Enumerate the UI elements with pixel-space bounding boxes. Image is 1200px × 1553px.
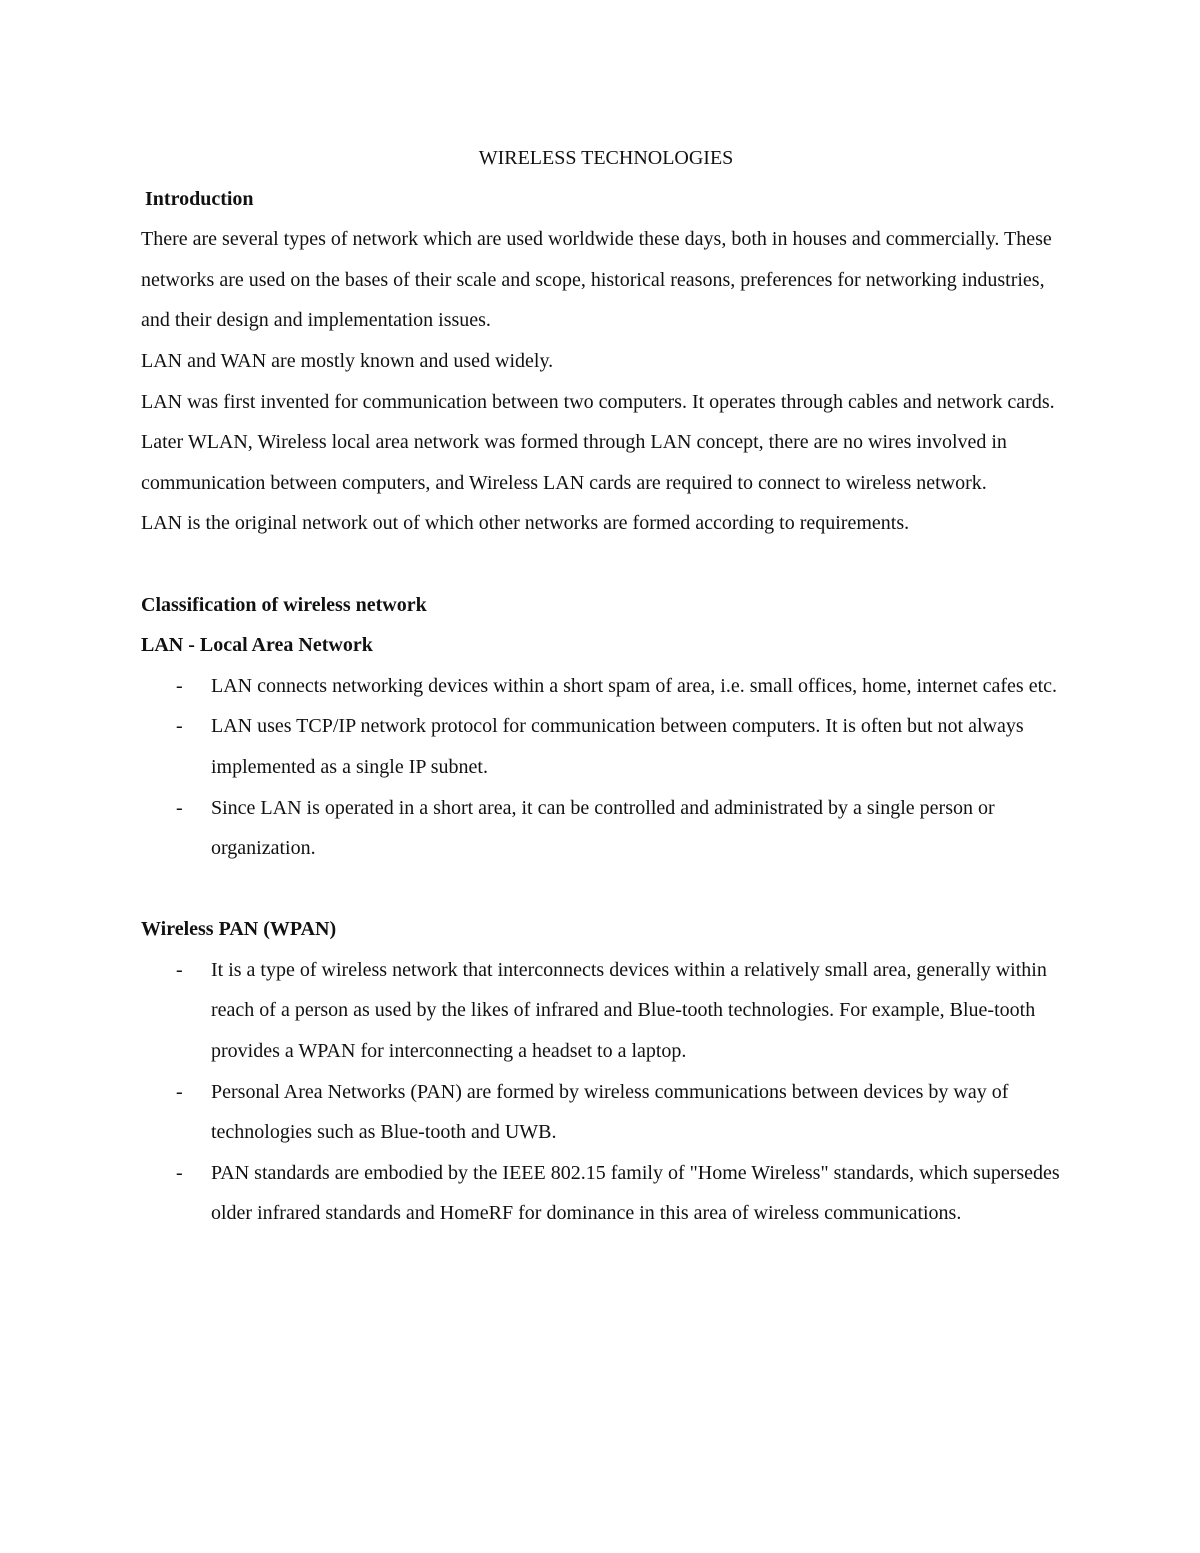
list-item-text: LAN uses TCP/IP network protocol for communication between computers. It is often but not always implemented as a single IP subnet. — [211, 715, 1024, 778]
list-item — [141, 788, 1071, 869]
list-item-text: Since LAN is operated in a short area, it can be controlled and administrated by a single person or organization. — [211, 796, 995, 860]
intro-paragraph-1: There are several types of network which are used worldwide these days, both in houses and commercially. These networks are used on the bases of their scale and scope, historical reasons, preferences for networking industries, and their design and implementation issues. — [141, 228, 1052, 332]
intro-paragraph-2: LAN and WAN are mostly known and used widely. — [141, 349, 554, 372]
list-item — [141, 706, 1071, 787]
bullet-marker: - — [176, 796, 183, 819]
list-item — [141, 1072, 1071, 1153]
list-item — [141, 950, 1071, 1072]
list-item-text: PAN standards are embodied by the IEEE 802.15 family of "Home Wireless" standards, which supersedes older infrared standards and HomeRF for dominance in this area of wireless communications. — [211, 1161, 1060, 1225]
intro-heading: Introduction — [145, 187, 254, 210]
spacer — [141, 869, 1071, 910]
bullet-marker: - — [176, 674, 183, 697]
bullet-marker: - — [176, 715, 183, 738]
intro-paragraph-4: LAN is the original network out of which other networks are formed according to requirements. — [141, 512, 910, 535]
bullet-marker: - — [176, 958, 183, 981]
wpan-bullet-list — [141, 950, 1071, 1234]
list-item — [141, 1153, 1071, 1234]
document-body — [141, 138, 1071, 1234]
document-title: WIRELESS TECHNOLOGIES — [478, 147, 734, 169]
bullet-marker: - — [176, 1161, 183, 1184]
list-item-text: LAN connects networking devices within a short spam of area, i.e. small offices, home, internet cafes etc. — [211, 674, 1058, 697]
list-item-text: Personal Area Networks (PAN) are formed by wireless communications between devices by way of technologies such as Blue-tooth and UWB. — [211, 1080, 1009, 1144]
wpan-heading: Wireless PAN (WPAN) — [141, 918, 337, 941]
classification-heading: Classification of wireless network — [141, 593, 427, 616]
lan-bullet-list — [141, 666, 1071, 869]
list-item-text: It is a type of wireless network that interconnects devices within a relatively small area, generally within reach of a person as used by the likes of infrared and Blue-tooth technologies. For example, Blue-tooth provides a WPAN for interconnecting a headset to a laptop. — [211, 958, 1047, 1063]
intro-paragraph-3: LAN was first invented for communication between two computers. It operates through cables and network cards. Later WLAN, Wireless local area network was formed through LAN concept, there are no wires involved in communication between computers, and Wireless LAN cards are required to connect to wireless network. — [141, 390, 1055, 494]
spacer — [141, 544, 1071, 585]
bullet-marker: - — [176, 1080, 183, 1103]
lan-heading: LAN - Local Area Network — [141, 634, 373, 657]
list-item — [141, 666, 1071, 707]
